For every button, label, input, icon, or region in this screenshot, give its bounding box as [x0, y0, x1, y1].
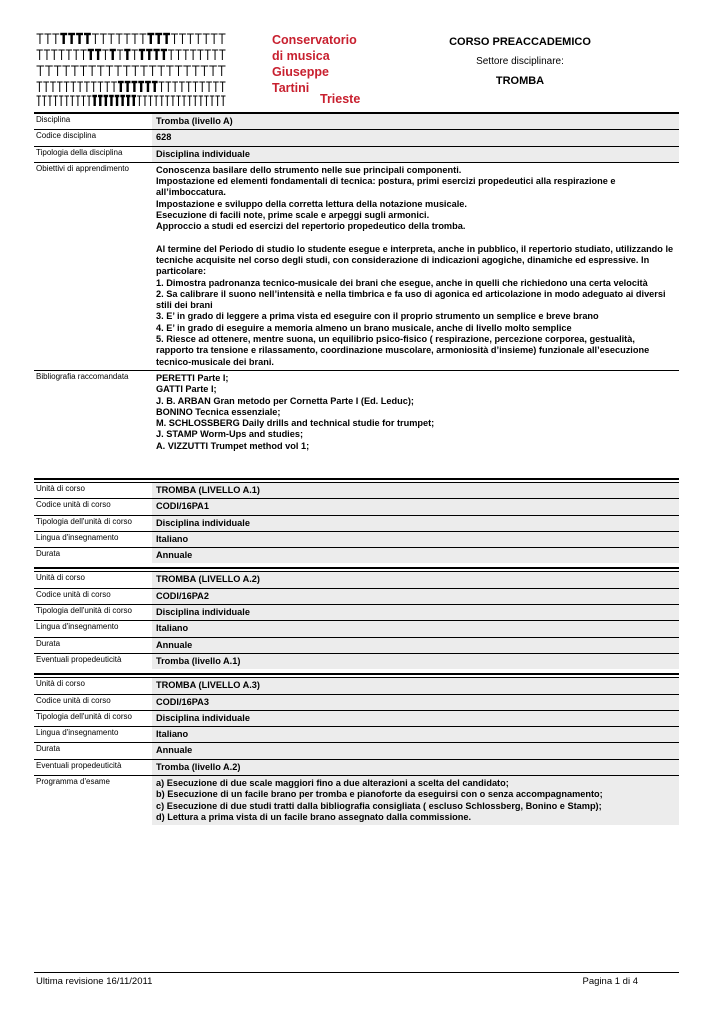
table-row [34, 571, 679, 587]
table-row [34, 677, 679, 693]
logo-line-4: Tartini [272, 81, 310, 95]
row-value: TROMBA (LIVELLO A.1) [152, 483, 679, 498]
table-row [34, 620, 679, 636]
document-header [0, 0, 724, 115]
logo-line-2: di musica [272, 49, 330, 63]
table-row [34, 482, 679, 498]
row-label: Obiettivi di apprendimento [36, 163, 129, 173]
exam-program [152, 776, 679, 825]
row-label: Lingua d'insegnamento [36, 622, 119, 632]
table-row [34, 726, 679, 742]
objective-line: 2. Sa calibrare il suono nell’intensità e nella timbrica e fa uso di agonica ed articolazione in modo adeguato ai diversi stili dei brani [156, 288, 666, 311]
logo-line-1: Conservatorio [272, 33, 357, 47]
exam-item: d) Lettura a prima vista di un facile brano assegnato dalla commissione. [156, 811, 472, 822]
objective-line: Esecuzione di facili note, prime scale e arpeggi sugli armonici. [156, 210, 430, 221]
row-label: Durata [36, 638, 61, 648]
objective-line: Approccio a studi ed esercizi del repertorio propedeutico della tromba. [156, 221, 466, 232]
row-value: CODI/16PA2 [152, 589, 679, 604]
unit-block-a1 [34, 482, 679, 563]
bibliography-row [34, 370, 679, 454]
objective-line: 3. E’ in grado di leggere a prima vista ed eseguire con il proprio strumento un semplice e breve brano [156, 311, 599, 322]
row-label: Programma d'esame [36, 777, 110, 787]
row-label: Codice disciplina [36, 131, 97, 141]
conservatory-logo-icon [34, 30, 230, 108]
table-row [34, 604, 679, 620]
objective-line: 1. Dimostra padronanza tecnico-musicale dei brani che esegue, anche in quelli che richiedono una certa velocità [156, 277, 648, 288]
unit-block-a2 [34, 571, 679, 669]
bibliography-list [152, 371, 679, 454]
logo-line-3: Giuseppe [272, 65, 329, 79]
table-row [34, 515, 679, 531]
row-label: Tipologia dell'unità di corso [36, 606, 132, 616]
row-label: Tipologia dell'unità di corso [36, 711, 132, 721]
bibliography-item: BONINO Tecnica essenziale; [156, 406, 281, 417]
table-row [34, 742, 679, 758]
bibliography-item: M. SCHLOSSBERG Daily drills and technical studie for trumpet; [156, 418, 435, 429]
unit-block-a3 [34, 677, 679, 825]
course-info [430, 36, 610, 87]
row-value: Disciplina individuale [152, 711, 679, 726]
exam-item: b) Esecuzione di un facile brano per tromba e pianoforte da eseguirsi con o senza accompagnamento; [156, 789, 603, 800]
row-value: Italiano [152, 532, 679, 547]
logo-city: Trieste [320, 92, 361, 106]
table-row [34, 710, 679, 726]
objective-line: 5. Riesce ad ottenere, mentre suona, un equilibrio psico-fisico ( respirazione, percezione corporea, gestualità, rapporto tra tensione e rilassamento, coordinazione muscolare, armoniosità d’insieme) funzionale all’esecuzione tecnico-musicale dei brani. [156, 334, 650, 367]
logo-wordmark [272, 32, 357, 96]
bibliography-item: J. B. ARBAN Gran metodo per Cornetta Parte I (Ed. Leduc); [156, 395, 414, 406]
bibliography-item: A. VIZZUTTI Trumpet method vol 1; [156, 440, 310, 451]
objective-line: 4. E’ in grado di eseguire a memoria almeno un brano musicale, anche di livello molto semplice [156, 322, 572, 333]
units-table [34, 478, 679, 825]
row-label: Lingua d'insegnamento [36, 532, 119, 542]
row-value: TROMBA (LIVELLO A.2) [152, 572, 679, 587]
bibliography-item: J. STAMP Worm-Ups and studies; [156, 429, 304, 440]
row-label: Lingua d'insegnamento [36, 728, 119, 738]
row-label: Codice unità di corso [36, 589, 111, 599]
row-label: Unità di corso [36, 679, 85, 689]
row-label: Codice unità di corso [36, 500, 111, 510]
row-value: Tromba (livello A) [152, 114, 679, 129]
exam-item: c) Esecuzione di due studi tratti dalla bibliografia consigliata ( escluso Schlossberg, Bonino e Stamp); [156, 800, 602, 811]
row-value: Disciplina individuale [152, 147, 679, 162]
footer-divider [34, 972, 679, 973]
row-value: Annuale [152, 548, 679, 563]
row-value: Tromba (livello A.1) [152, 654, 679, 669]
row-value: Italiano [152, 621, 679, 636]
row-label: Durata [36, 744, 61, 754]
row-value: CODI/16PA3 [152, 695, 679, 710]
table-row [34, 531, 679, 547]
row-value: Disciplina individuale [152, 516, 679, 531]
objective-line: Al termine del Periodo di studio lo studente esegue e interpreta, anche in pubblico, il repertorio studiato, utilizzando le tecniche acquisite nel corso degli studi, con considerazione di indicazioni agogiche, dinamiche ed espressive. In particolare: [156, 243, 674, 277]
course-type: CORSO PREACCADEMICO [449, 36, 591, 48]
row-value: Disciplina individuale [152, 605, 679, 620]
row-label: Disciplina [36, 115, 71, 124]
row-value: CODI/16PA1 [152, 499, 679, 514]
objectives-text [152, 163, 679, 370]
revision-date: Ultima revisione 16/11/2011 [36, 976, 153, 987]
table-row [34, 637, 679, 653]
exam-item: a) Esecuzione di due scale maggiori fino a due alterazioni a scelta del candidato; [156, 778, 509, 789]
instrument-title: TROMBA [495, 75, 545, 87]
table-row [34, 694, 679, 710]
page-number: Pagina 1 di 4 [582, 976, 638, 987]
bibliography-item: GATTI Parte I; [156, 384, 217, 395]
bibliography-item: PERETTI Parte I; [156, 372, 229, 383]
row-value: Tromba (livello A.2) [152, 760, 679, 775]
discipline-table [34, 112, 679, 454]
table-row [34, 498, 679, 514]
row-label: Tipologia della disciplina [36, 147, 123, 157]
row-label: Unità di corso [36, 573, 85, 583]
objective-line: Impostazione e sviluppo della corretta lettura della notazione musicale. [156, 198, 467, 209]
row-value: Italiano [152, 727, 679, 742]
table-row [34, 653, 679, 669]
row-label: Codice unità di corso [36, 695, 111, 705]
exam-program-row [34, 775, 679, 825]
row-value: Annuale [152, 743, 679, 758]
table-row [34, 129, 679, 145]
row-label: Tipologia dell'unità di corso [36, 516, 132, 526]
objectives-row [34, 162, 679, 370]
row-label: Eventuali propedeuticità [36, 654, 122, 664]
row-label: Bibliografia raccomandata [36, 371, 129, 381]
sector-label: Settore disciplinare: [476, 56, 564, 67]
table-row [34, 112, 679, 129]
row-label: Unità di corso [36, 484, 85, 493]
row-value: 628 [152, 130, 679, 145]
table-row [34, 759, 679, 775]
table-row [34, 547, 679, 563]
row-value: TROMBA (LIVELLO A.3) [152, 678, 679, 693]
objective-line: Conoscenza basilare dello strumento nelle sue principali componenti. [156, 164, 462, 175]
row-label: Eventuali propedeuticità [36, 760, 122, 770]
table-row [34, 146, 679, 162]
row-value: Annuale [152, 638, 679, 653]
table-row [34, 588, 679, 604]
row-label: Durata [36, 549, 61, 559]
objective-line: Impostazione ed elementi fondamentali di tecnica: postura, primi esercizi propedeutici alla respirazione e all’imboccatura. [156, 176, 616, 198]
